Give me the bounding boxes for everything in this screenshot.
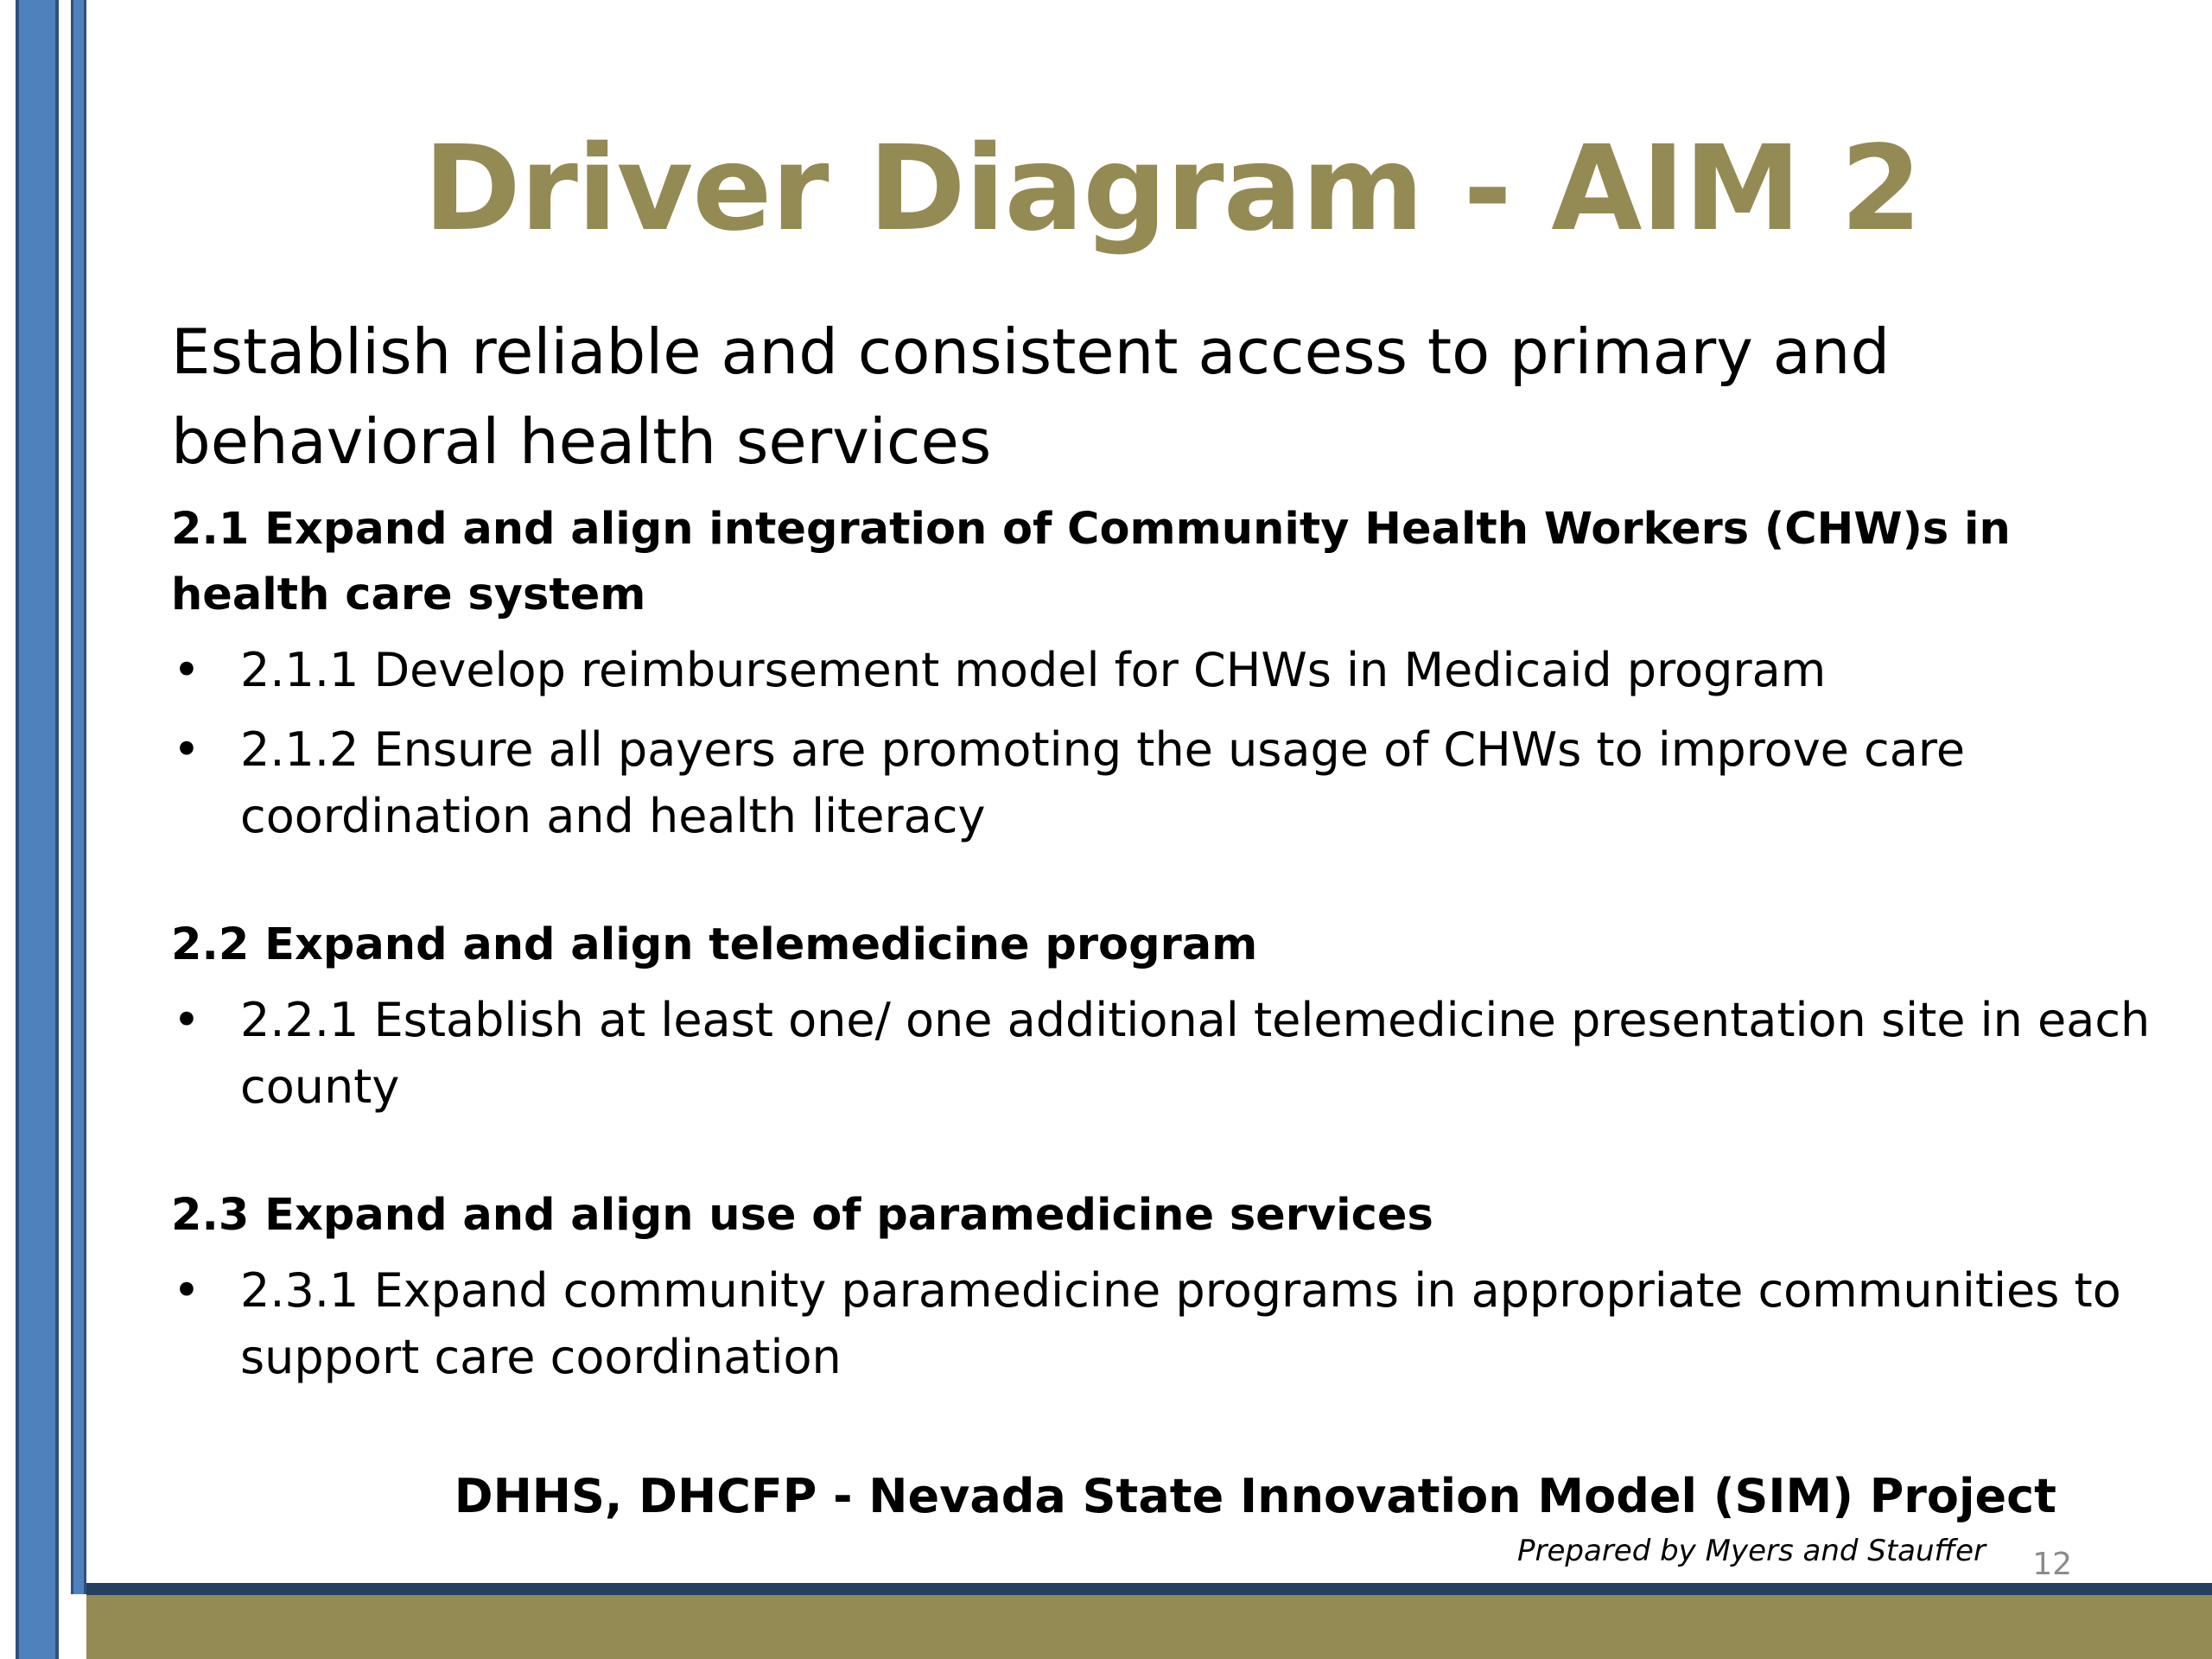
bullet-icon: •: [173, 643, 200, 697]
list-item-text: 2.1.2 Ensure all payers are promoting the usage of CHWs to improve care coordination and health literacy: [240, 722, 1966, 843]
driver-items-list: [171, 1257, 2158, 1390]
list-item-text: 2.1.1 Develop reimbursement model for CHWs in Medicaid program: [240, 643, 1827, 697]
section-spacer: [171, 1133, 2158, 1183]
page-number: 12: [2032, 1547, 2072, 1582]
driver-heading: 2.3 Expand and align use of paramedicine services: [171, 1190, 1433, 1241]
list-item: [171, 1257, 2158, 1390]
list-item: [171, 987, 2158, 1120]
section-spacer: [171, 862, 2158, 912]
aim-statement: Establish reliable and consistent access to primary and behavioral health services: [171, 315, 1891, 478]
list-item-text: 2.2.1 Establish at least one/ one additional telemedicine presentation site in each county: [240, 993, 2151, 1114]
bullet-icon: •: [173, 1263, 200, 1318]
slide-body: [171, 307, 2158, 1403]
bottom-decorative-bar-olive: [86, 1595, 2212, 1659]
footer-project-title: DHHS, DHCFP - Nevada State Innovation Model (SIM) Project: [454, 1469, 2056, 1523]
list-item-text: 2.3.1 Expand community paramedicine programs in appropriate communities to support care coordination: [240, 1263, 2121, 1384]
bullet-icon: •: [173, 993, 200, 1047]
driver-section-2: [171, 912, 2158, 1120]
left-decorative-bar: [16, 0, 59, 1659]
driver-items-list: [171, 987, 2158, 1120]
bullet-icon: •: [173, 722, 200, 777]
list-item: [171, 637, 2158, 703]
list-item: [171, 716, 2158, 849]
bottom-decorative-bar-dark: [86, 1583, 2212, 1595]
driver-section-3: [171, 1183, 2158, 1390]
left-decorative-bar-inner: [71, 0, 86, 1594]
driver-heading: 2.1 Expand and align integration of Community Health Workers (CHW)s in health care system: [171, 504, 2011, 620]
slide-title: Driver Diagram - AIM 2: [423, 121, 1922, 257]
footer-prepared-by: Prepared by Myers and Stauffer: [1517, 1534, 1986, 1568]
driver-heading: 2.2 Expand and align telemedicine program: [171, 919, 1258, 970]
driver-section-1: [171, 497, 2158, 849]
driver-items-list: [171, 637, 2158, 849]
